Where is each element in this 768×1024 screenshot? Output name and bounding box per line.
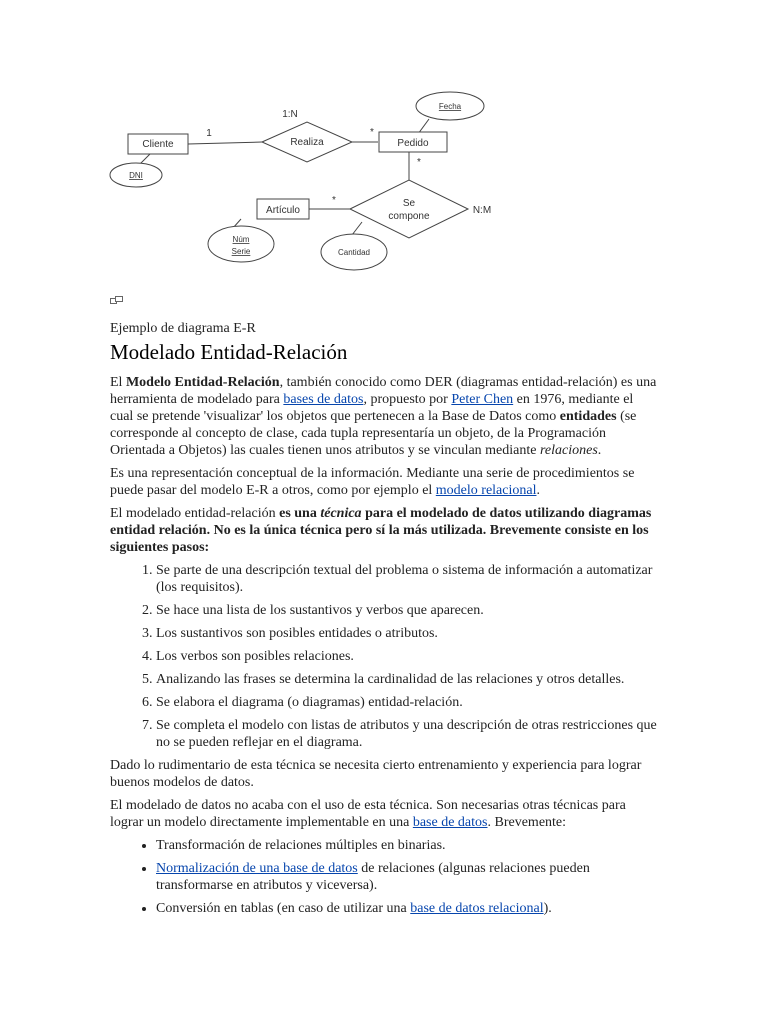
list-item: 1. Se parte de una descripción textual del problema o sistema de información a automatizar (los requisitos). <box>156 562 658 596</box>
list-item <box>156 900 658 917</box>
cardinality-many-pedido: * <box>370 127 374 138</box>
text: Conversión en tablas (en caso de utilizar una <box>156 901 411 916</box>
image-caption: Ejemplo de diagrama E-R <box>110 321 256 336</box>
list-item: • Transformación de relaciones múltiples en binarias. <box>156 837 658 854</box>
attribute-fecha-label: Fecha <box>438 102 462 111</box>
page-title: Modelado Entidad-Relación <box>110 340 348 364</box>
text: Es una representación conceptual de la información. Mediante una serie de procedimientos se puede pasar del modelo E-R a otros, como por ejemplo el <box>110 466 635 498</box>
italic-term: relaciones <box>539 443 598 458</box>
paragraph-training: Dado lo rudimentario de esta técnica se necesita cierto entrenamiento y experiencia para lograr buenos modelos de datos. <box>110 758 642 790</box>
text: . Brevemente: <box>487 815 567 830</box>
italic-term: técnica <box>320 506 362 521</box>
link-modelo-relacional[interactable]: modelo relacional <box>435 483 537 498</box>
link-normalizacion[interactable]: Normalización de una base de datos <box>156 861 358 876</box>
link-peter-chen[interactable]: Peter Chen <box>451 392 514 407</box>
article-content <box>110 320 658 923</box>
techniques-list <box>110 837 658 917</box>
cardinality-many-articulo: * <box>332 195 336 206</box>
steps-list <box>110 562 658 751</box>
attribute-dni-label: DNI <box>129 171 143 180</box>
text: , propuesto por <box>363 392 452 407</box>
entity-articulo-label: Artículo <box>266 205 300 216</box>
attribute-cantidad-label: Cantidad <box>337 248 371 257</box>
text: , también conocido como DER (diagramas entidad-relación) es una herramienta de modelado para <box>110 375 657 407</box>
text: El <box>110 375 126 390</box>
paragraph-intro <box>110 374 658 459</box>
list-item: 5. Analizando las frases se determina la cardinalidad de las relaciones y otros detalles. <box>156 671 658 688</box>
cardinality-realiza: 1:N <box>282 109 298 120</box>
relationship-se-label: Se <box>402 198 416 209</box>
text: . <box>597 443 602 458</box>
text: de relaciones (algunas relaciones pueden transformarse en atributos y viceversa). <box>156 861 590 893</box>
cardinality-many-pedido-down: * <box>417 157 421 168</box>
entity-pedido-label: Pedido <box>397 138 429 149</box>
paragraph-representation <box>110 465 658 499</box>
text: El modelado entidad-relación <box>110 506 280 521</box>
cardinality-compone: N:M <box>472 205 492 216</box>
paragraph-other-techniques <box>110 797 658 831</box>
cardinality-one: 1 <box>206 128 212 139</box>
relationship-realiza-label: Realiza <box>290 137 324 148</box>
attribute-num-serie <box>208 226 274 262</box>
text: ). <box>543 901 552 916</box>
list-item: 7. Se completa el modelo con listas de atributos y una descripción de otras restricciones que no se pueden reflejar en el diagrama. <box>156 717 658 751</box>
link-bases-de-datos[interactable]: bases de datos <box>283 392 364 407</box>
attribute-num-label: Núm <box>232 235 250 244</box>
link-base-de-datos-relacional[interactable]: base de datos relacional <box>410 901 544 916</box>
bold-term: entidades <box>559 409 617 424</box>
text: en 1976, mediante el cual se pretende 'visualizar' los objetos que pertenecen a la Base de Datos como <box>110 392 634 424</box>
text: es una <box>279 506 321 521</box>
bold-term: Modelo Entidad-Relación <box>125 375 280 390</box>
text: El modelado de datos no acaba con el uso de esta técnica. Son necesarias otras técnicas para lograr un modelo directamente implementable en una <box>110 798 626 830</box>
enlarge-image-icon[interactable] <box>110 296 123 305</box>
list-item: 3. Los sustantivos son posibles entidades o atributos. <box>156 625 658 642</box>
relationship-compone-label: compone <box>388 211 430 222</box>
text: para el modelado de datos utilizando diagramas entidad relación. No es la única técnica pero sí la más utilizada. Brevemente consiste en los siguientes pasos: <box>110 506 652 555</box>
list-item <box>156 860 658 894</box>
paragraph-technique <box>110 505 658 556</box>
relationship-se-compone <box>350 180 468 238</box>
attribute-serie-label: Serie <box>231 247 251 256</box>
list-item: 6. Se elabora el diagrama (o diagramas) entidad-relación. <box>156 694 658 711</box>
link-base-de-datos[interactable]: base de datos <box>412 815 488 830</box>
list-item: 4. Los verbos son posibles relaciones. <box>156 648 658 665</box>
text: . <box>536 483 540 498</box>
text: (se corresponde al concepto de clase, cada tupla representaría un objeto, de la Programación Orientada a Objetos) las cuales tienen unos atributos y se vinculan mediante <box>110 409 637 458</box>
entity-cliente-label: Cliente <box>142 139 174 150</box>
list-item: 2. Se hace una lista de los sustantivos y verbos que aparecen. <box>156 602 658 619</box>
er-diagram <box>104 88 504 284</box>
